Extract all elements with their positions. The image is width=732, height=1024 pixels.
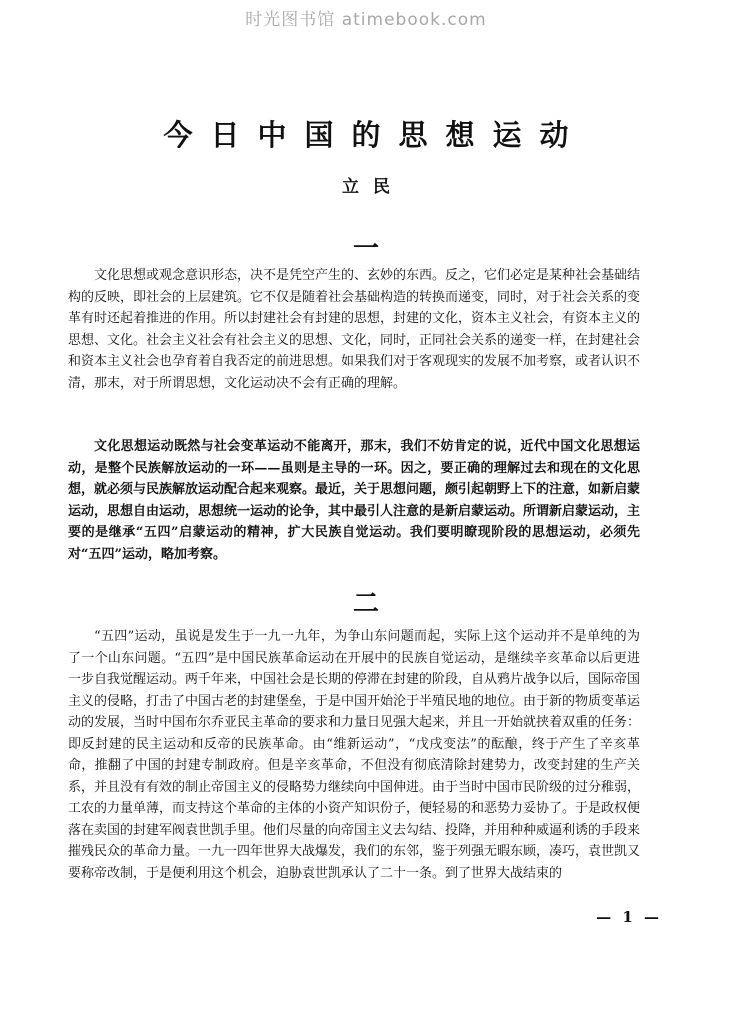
page-number: — 1 — (596, 908, 662, 926)
section-1-paragraph-2: 文化思想运动既然与社会变革运动不能离开，那末，我们不妨肯定的说，近代中国文化思想运动，是整个民族解放运动的一环——虽则是主导的一环。因之，要正确的理解过去和现在的文化思想，就必须与民族解放运动配合起来观察。最近，关于思想问题，颇引起朝野上下的注意，如新启蒙运动，思想自由运动，思想统一运动的论争，其中最引人注意的是新启蒙运动。所谓新启蒙运动，主要的是继承“五四”启蒙运动的精神，扩大民族自觉运动。我们要明瞭现阶段的思想运动，必须先对“五四”运动，略加考察。 (68, 439, 641, 562)
section-2-paragraph-1: “五四”运动，虽说是发生于一九一九年，为争山东问题而起，实际上这个运动并不是单纯的为了一个山东问题。“五四”是中国民族革命运动在开展中的民族自觉运动，是继续辛亥革命以后更进一步自我觉醒运动。两千年来，中国社会是长期的停滞在封建的阶段，自从鸦片战争以后，国际帝国主义的侵略，打击了中国古老的封建堡垒，于是中国开始沦于半殖民地的地位。由于新的物质变革运动的发展，当时中国布尔乔亚民主革命的要求和力量日见强大起来，并且一开始就挟着双重的任务：即反封建的民主运动和反帝的民族革命。由“维新运动”，“戊戌变法”的酝酿，终于产生了辛亥革命，推翻了中国的封建专制政府。但是辛亥革命，不但没有彻底清除封建势力，改变封建的生产关系，并且没有有效的制止帝国主义的侵略势力继续向中国伸进。由于当时中国市民阶级的过分稚弱，工农的力量单薄，而支持这个革命的主体的小资产知识份子，便轻易的和恶势力妥协了。于是政权便落在卖国的封建军阀袁世凯手里。他们尽量的向帝国主义去勾结、投降，并用种种威逼利诱的手段来摧残民众的革命力量。一九一四年世界大战爆发，我们的东邻，鉴于列强无暇东顾，凑巧，袁世凯又要称帝改制，于是便利用这个机会，迫胁袁世凯承认了二十一条。到了世界大战结束的 (68, 629, 641, 881)
section-1-paragraph-1: 文化思想或观念意识形态，决不是凭空产生的、玄妙的东西。反之，它们必定是某种社会基础结构的反映，即社会的上层建筑。它不仅是随着社会基础构造的转换而递变，同时，对于社会关系的变革有时还起着推进的作用。所以封建社会有封建的思想，封建的文化，资本主义社会，有资本主义的思想、文化。社会主义社会有社会主义的思想、文化，同时，正同社会关系的递变一样，在封建社会和资本主义社会也孕育着自我否定的前进思想。如果我们对于客观现实的发展不加考察，或者认识不清，那末，对于所谓思想，文化运动决不会有正确的理解。 (68, 268, 641, 391)
site-watermark: 时光图书馆 atimebook.com (245, 10, 487, 30)
article-author: 立民 (342, 177, 404, 197)
section-number-2: 二 (352, 589, 379, 619)
section-number-1: 一 (352, 234, 379, 264)
article-title: 今日中国的思想运动 (163, 118, 587, 152)
